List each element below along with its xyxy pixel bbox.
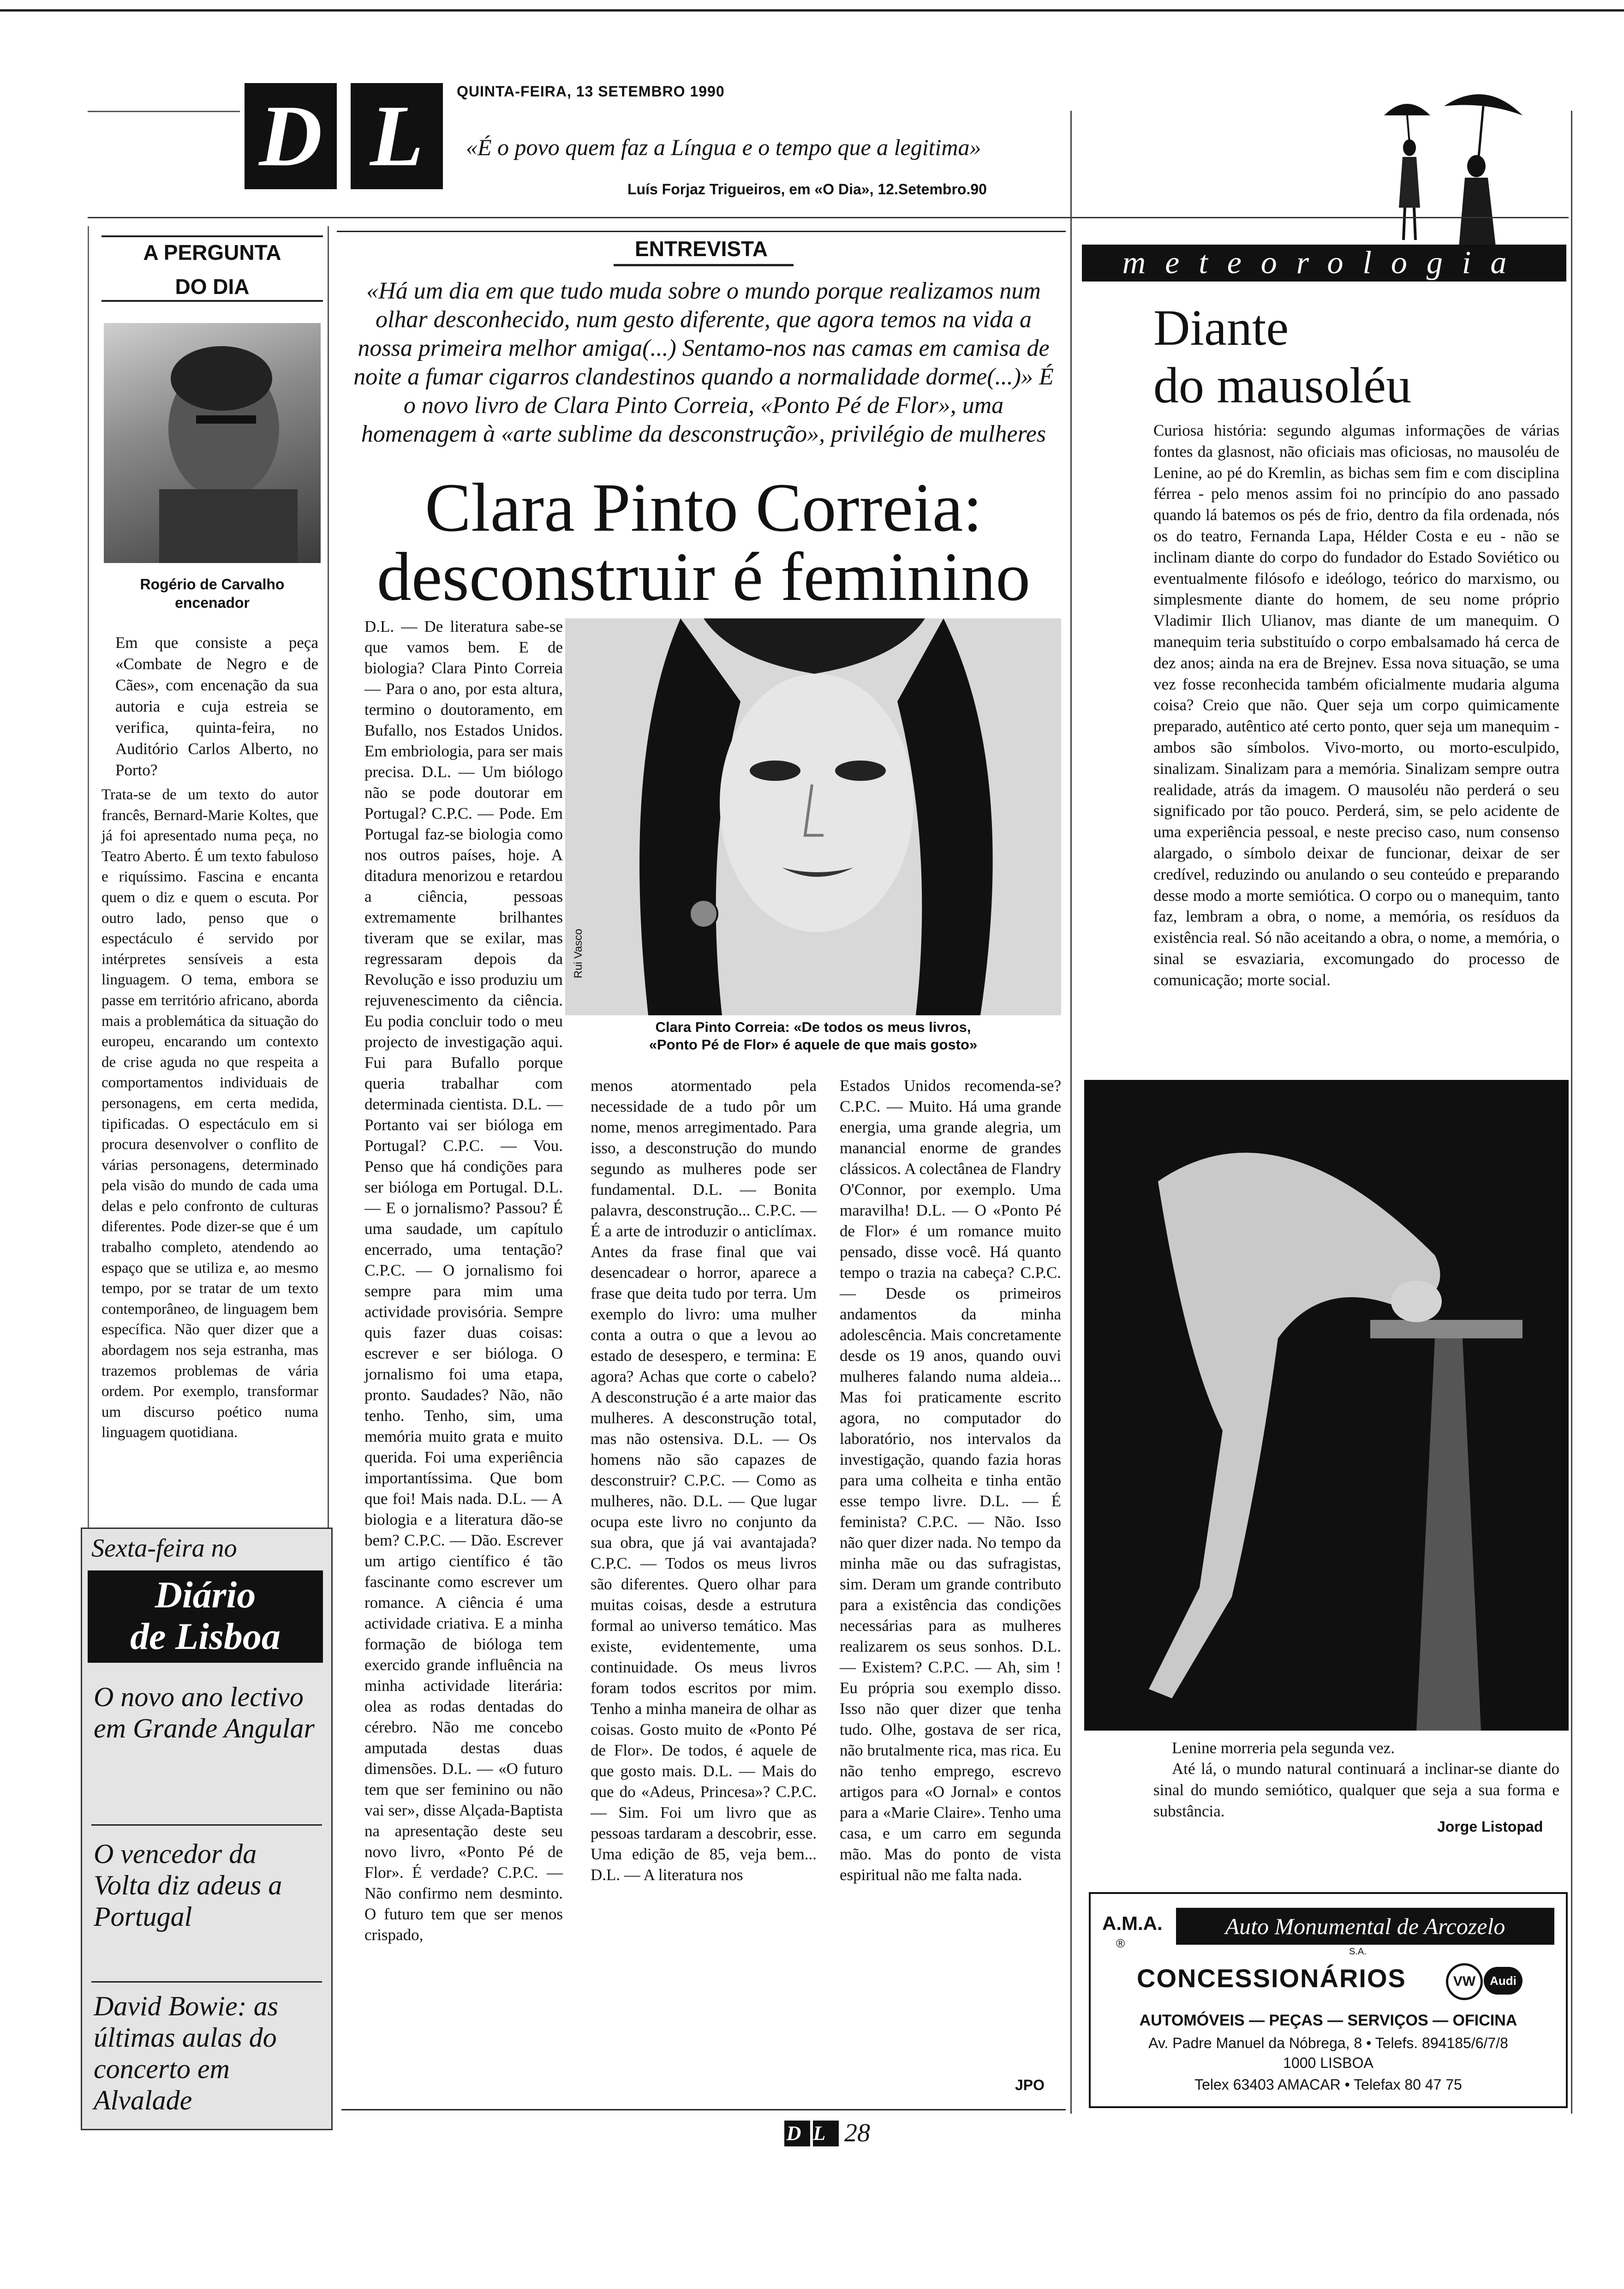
meteo-band: meteorologia bbox=[1082, 245, 1566, 282]
kicker-underline bbox=[614, 264, 794, 266]
portrait-name: Rogério de Carvalho bbox=[140, 576, 285, 593]
photo-credit: Rui Vasco bbox=[572, 929, 585, 978]
masthead-logo: D L bbox=[245, 83, 448, 189]
promo-divider-2 bbox=[91, 1981, 322, 1983]
interview-top-rule bbox=[337, 231, 1066, 232]
masthead-bottom-rule bbox=[88, 217, 1569, 218]
ad-city: 1000 LISBOA bbox=[1283, 2055, 1373, 2071]
pergunta-answer: Trata-se de um texto do autor francês, Bernard-Marie Koltes, que já foi apresentado numa peça, no Teatro Aberto. É um texto fabuloso e riquíssimo. Fascina e encanta quem o diz e quem o escuta. Por outro lado, penso que o espectáculo é servido por intérpretes sensíveis a esta linguagem. O tema, embora se passe em território africano, aborda mais a problemática da situação do europeu, encarando um contexto de crise aguda no que respeita a comportamentos individuais de personagens, em certa medida, tipificadas. O espectáculo em si procura desenvolver o conflito de várias personagens, determinado pela visão do mundo de cada uma delas e pelo confronto de culturas diferentes. Pode dizer-se que é um trabalho completo, atendendo ao espaço que se utiliza e, ao mesmo tempo, por se tratar de um texto contemporâneo, de linguagem bem específica. Não quer dizer que a abordagem nos seja estranha, mas trazemos problemas de vária ordem. Por exemplo, transformar um discurso poético numa linguagem quotidiana. bbox=[102, 786, 318, 1441]
portrait-photo bbox=[104, 323, 321, 563]
promo-paper-logo: Diário de Lisboa bbox=[88, 1570, 323, 1663]
pergunta-top-rule bbox=[102, 235, 323, 237]
interview-lead: «Há um dia em que tudo muda sobre o mundo porque realizamos num olhar desconhecido, num gesto diferente, que agora temos na vida a nossa primeira melhor amiga(...) Sentamo-nos nas camas em camisa de noite a fumar cigarros clandestinos quando a normalidade dorme(...)» É o novo livro de Clara Pinto Correia, «Ponto Pé de Flor», uma homenagem à «arte sublime da desconstrução», privilégio de mulheres bbox=[353, 278, 1054, 447]
promo-title: Sexta-feira no bbox=[91, 1534, 237, 1563]
meteo-closing-line1: Lenine morreria pela segunda vez. bbox=[1172, 1739, 1395, 1757]
interview-col1: D.L. — De literatura sabe-se que vamos bem. E de biologia? Clara Pinto Correia — Para o ano, por esta altura, termino o doutoramento, em Bufallo, nos Estados Unidos. Em embriologia, para ser mais precisa. D.L. — Um biólogo não se pode doutorar em Portugal? C.P.C. — Pode. Em Portugal faz-se biologia como nos outros países, hoje. A ditadura menorizou e retardou a ciência, pessoas extremamente brilhantes tiveram que se exilar, mas regressaram depois da Revolução e isso produziu um rejuvenescimento da ciência. Eu podia concluir todo o meu projecto de investigação aqui. Fui para Bufallo porque queria trabalhar com determinada cientista. D.L. — Portanto vai ser bióloga em Portugal? C.P.C. — Vou. Penso que há condições para ser bióloga em Portugal. D.L. — E o jornalismo? Passou? É uma saudade, um capítulo encerrado, uma tentação? C.P.C. — O jornalismo foi sempre para mim uma actividade provisória. Sempre quis fazer duas coisas: escrever e ser bióloga. O jornalismo foi uma etapa, pronto. Saudades? Não, não tenho. Tenho, sim, uma memória muito grata e muito querida. Foi uma experiência importantíssima. Que bom que foi! Mais nada. D.L. — A biologia e a literatura dão-se bem? C.P.C. — Dão. Escrever um artigo científico é tão fascinante como escrever um romance. A ciência é uma actividade criativa. E a minha formação de bióloga tem exercido grande influência na minha actividade literária: olea as rodas dentadas do cérebro. Não me concebo amputada destas duas dimensões. D.L. — «O futuro tem que ser feminino ou não vai ser», disse Alçada-Baptista na apresentação deste seu novo livro, «Ponto Pé de Flor». É verdade? C.P.C. — Não confirmo nem desminto. O futuro tem que ser menos crispado, bbox=[364, 617, 563, 1944]
ad-telex: Telex 63403 AMACAR • Telefax 80 47 75 bbox=[1194, 2076, 1462, 2093]
meteo-body: Curiosa história: segundo algumas informações de várias fontes da glasnost, não oficiais mas oficiosas, no mausoléu de Lenine, ao pé do Kremlin, as bichas sem fim e com disciplina férrea - pelo menos assim foi no princípio do ano passado quando lá batemos os pés de frio, dentro da fila ordenada, nós os do teatro, Fernanda Lapa, Hélder Costa e eu - não se inclinam diante do corpo do fundador do Estado Soviético ou eventualmente filósofo e ideólogo, teórico do marxismo, ou simplesmente diante do homem, de seu nome próprio Vladimir Ilich Ulianov, mas diante de um manequim. O manequim teria substituído o corpo embalsamado há cerca de dez anos; ainda na era de Brejnev. Essa nova situação, se uma vez fosse reconhecida também oficialmente mudaria alguma coisa? Creio que não. Quer seja um corpo quimicamente preparado, autêntico até certo ponto, quer seja um manequim - ambos são símbolos. Vivo-morto, ou morto-esculpido, sinalizam. Sinalizam para a memória. Sinalizam sempre outra realidade, atrás da imagem. O mausoléu não perderá o seu significado por tão pouco. Perderá, sim, se pelo acidente de uma experiência pessoal, e neste preciso caso, num consenso alargado, o símbolo deixar de funcionar, deixar de ser credível, reduzindo ou anulando o seu conteúdo e preparando desse modo a morte semiótica. O corpo ou o manequim, tanto faz, lembram a obra, o nome, a memória, os resíduos da existência real. Só não aceitando a obra, o nome, a memória, o sinal se esvaziaria, excomungado do processo de comunicação; morte social. bbox=[1153, 421, 1559, 989]
ad-services: AUTOMÓVEIS — PEÇAS — SERVIÇOS — OFICINA bbox=[1139, 2012, 1517, 2029]
pergunta-question: Em que consiste a peça «Combate de Negro e de Cães», com encenação da sua autoria e cuja estreia se verifica, quinta-feira, no Auditório Carlos Alberto, no Porto? bbox=[115, 634, 318, 779]
meteo-title-line1: Diante bbox=[1153, 300, 1289, 356]
masthead-motto: «É o povo quem faz a Língua e o tempo que a legitima» bbox=[466, 134, 981, 160]
clara-portrait-photo bbox=[565, 618, 1061, 1015]
promo-box[interactable] bbox=[81, 1528, 333, 2130]
pergunta-bottom-rule bbox=[102, 300, 323, 302]
ama-ad-box[interactable] bbox=[1089, 1892, 1568, 2108]
interview-headline-line1: Clara Pinto Correia: bbox=[424, 469, 983, 546]
ad-brand-suffix: S.A. bbox=[1349, 1947, 1367, 1957]
promo-item-2[interactable]: O vencedor da Volta diz adeus a Portugal bbox=[94, 1839, 282, 1932]
meteo-title-line2: do mausoléu bbox=[1153, 357, 1412, 413]
portrait-role: encenador bbox=[175, 594, 250, 611]
vw-logo-icon: VW bbox=[1446, 1963, 1483, 2000]
interview-headline-line2: desconstruir é feminino bbox=[376, 539, 1031, 615]
top-rule bbox=[0, 9, 1624, 12]
page-number: 28 bbox=[844, 2119, 870, 2147]
meteo-signature: Jorge Listopad bbox=[1437, 1818, 1543, 1835]
right-frame-edge bbox=[1571, 111, 1572, 2114]
interview-signature: JPO bbox=[1015, 2077, 1045, 2093]
meteo-closing-line2: Até lá, o mundo natural continuará a inclinar-se diante do sinal do mundo semiótico, qualquer que seja a sua forma e substância. bbox=[1153, 1760, 1559, 1820]
masthead-motto-attribution: Luís Forjaz Trigueiros, em «O Dia», 12.Setembro.90 bbox=[627, 181, 987, 198]
ad-brand-band: Auto Monumental de Arcozelo bbox=[1176, 1908, 1554, 1945]
pergunta-header-line1: A PERGUNTA bbox=[143, 240, 281, 264]
ad-logo: A.M.A. bbox=[1102, 1912, 1163, 1934]
photo-caption-line2: «Ponto Pé de Flor» é aquele de que mais gosto» bbox=[649, 1037, 978, 1053]
masthead-left-rule bbox=[88, 111, 240, 112]
interview-col2: menos atormentado pela necessidade de a tudo pôr um nome, menos arregimentado. Para isso, a desconstrução do mundo segundo as mulheres pode ser fundamental. D.L. — Bonita palavra, desconstrução... C.P.C. — É a arte de introduzir o anticlímax. Antes da frase final que vai desencadear o horror, aparece a frase que deita tudo por terra. Um exemplo do livro: uma mulher conta a outra o que a levou ao estado de desespero, e termina: E agora? Achas que corte o cabelo? A desconstrução é a arte maior das mulheres. A desconstrução total, mas não ostensiva. D.L. — Os homens não são capazes de desconstruir? C.P.C. — Como as mulheres, não. D.L. — Que lugar ocupa este livro no conjunto da sua obra, que já vai avantajada? C.P.C. — Todos os meus livros são diferentes. Quero olhar para muitas coisas, desde a estrutura formal ao universo temático. Mas existe, evidentemente, uma continuidade. Os meus livros foram todos escritos por mim. Tenho a minha maneira de olhar as coisas. Gosto muito de «Ponto Pé de Flor». De todos, é aquele de que gosto mais. D.L. — Mais do que do «Adeus, Princesa»? C.P.C. — Sim. Foi um livro que as pessoas tardaram a descobrir, esse. Uma edição de 85, veja bem... D.L. — A literatura nos bbox=[591, 1077, 817, 1884]
promo-item-3[interactable]: David Bowie: as últimas aulas do concerto em Alvalade bbox=[94, 1991, 278, 2115]
footer-logo: DL bbox=[784, 2121, 840, 2146]
interview-bottom-rule bbox=[341, 2109, 1066, 2110]
right-column-divider bbox=[1070, 111, 1072, 2114]
statue-photo bbox=[1084, 1080, 1569, 1731]
audi-logo-icon: Audi bbox=[1484, 1967, 1522, 1995]
pergunta-header-line2: DO DIA bbox=[175, 275, 250, 299]
masthead-date: QUINTA-FEIRA, 13 SETEMBRO 1990 bbox=[457, 83, 725, 100]
ad-headline: CONCESSIONÁRIOS bbox=[1137, 1964, 1406, 1993]
promo-divider-1 bbox=[91, 1824, 322, 1826]
promo-item-1[interactable]: O novo ano lectivo em Grande Angular bbox=[94, 1682, 315, 1744]
ad-address: Av. Padre Manuel da Nóbrega, 8 • Telefs. 894185/6/7/8 bbox=[1148, 2035, 1508, 2051]
interview-kicker: ENTREVISTA bbox=[635, 237, 768, 261]
photo-caption-line1: Clara Pinto Correia: «De todos os meus livros, bbox=[655, 1019, 971, 1035]
ad-registered-mark: ® bbox=[1116, 1936, 1125, 1950]
interview-col3: Estados Unidos recomenda-se? C.P.C. — Muito. Há uma grande energia, uma grande alegria, um manancial enorme de grandes clássicos. A colectânea de Flandry O'Connor, por exemplo. Uma maravilha! D.L. — O «Ponto Pé de Flor» é um romance muito pensado, disse você. Há quanto tempo o trazia na cabeça? C.P.C. — Desde os primeiros andamentos da minha adolescência. Mais concretamente desde os 19 anos, quando ouvi mulheres falando numa aldeia... Mas foi praticamente escrito agora, no computador do laboratório, nos intervalos da investigação, quando fazia horas para uma colheita e tinha então esse tempo livre. D.L. — É feminista? C.P.C. — Não. Isso não quer dizer nada. No tempo da minha mãe ou das sufragistas, sim. Deram um grande contributo para a existência das condições necessárias para as mulheres realizarem os seus sonhos. D.L. — Existem? C.P.C. — Ah, sim ! Eu própria sou exemplo disso. Isso não quer dizer que tenha tudo. Olhe, gostava de ser rica, não brutalmente rica, mas rica. Eu não tenho emprego, escrevo artigos para «O Jornal» e contos para a «Marie Claire». Tenho uma casa, e um carro em segunda mão. Mas do ponto de vista espiritual não me falta nada. bbox=[840, 1077, 1061, 1884]
